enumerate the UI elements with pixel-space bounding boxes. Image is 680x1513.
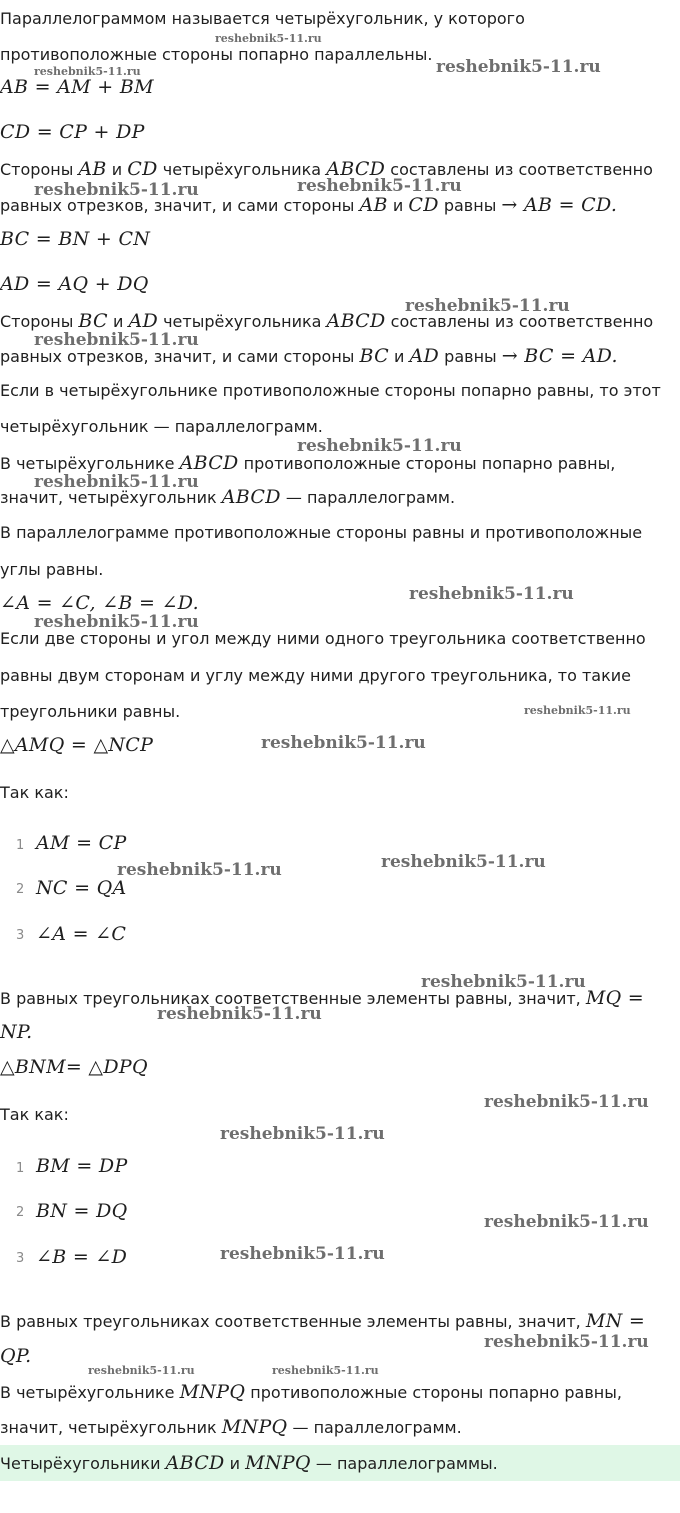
watermark: reshebnik5-11.ru — [261, 733, 426, 753]
sas-line-1: Если две стороны и угол между ними одного треугольника соответственно — [0, 629, 646, 648]
watermark: reshebnik5-11.ru — [297, 436, 462, 456]
watermark: reshebnik5-11.ru — [297, 176, 462, 196]
final-answer: Четырёхугольники ABCD и MNPQ — параллелограммы. — [0, 1452, 498, 1474]
definition-line-2: противоположные стороны попарно параллельны. — [0, 45, 433, 64]
watermark: reshebnik5-11.ru — [436, 57, 601, 77]
list-number: 2 — [16, 882, 25, 897]
sas-line-3: треугольники равны. — [0, 702, 181, 721]
equation-ad: AD = AQ + DQ — [0, 273, 149, 295]
watermark: reshebnik5-11.ru — [484, 1332, 649, 1352]
list-item: ∠A = ∠C — [36, 923, 127, 945]
list-number: 1 — [16, 1161, 25, 1176]
list-item: ∠B = ∠D — [36, 1246, 128, 1268]
list-number: 3 — [16, 1251, 25, 1266]
watermark: reshebnik5-11.ru — [34, 180, 199, 200]
watermark: reshebnik5-11.ru — [220, 1244, 385, 1264]
watermark: reshebnik5-11.ru — [117, 860, 282, 880]
watermark: reshebnik5-11.ru — [157, 1004, 322, 1024]
conclusion-abcd-line-1: В четырёхугольнике ABCD противоположные стороны попарно равны, — [0, 452, 616, 474]
watermark: reshebnik5-11.ru — [272, 1364, 379, 1377]
equation-ab: AB = AM + BM — [0, 76, 154, 98]
equal-elements-2-line-1: В равных треугольниках соответственные элементы равны, значит, MN = — [0, 1310, 646, 1332]
conclusion-mnpq-line-2: значит, четырёхугольник MNPQ — параллелограмм. — [0, 1416, 462, 1438]
watermark: reshebnik5-11.ru — [34, 472, 199, 492]
equation-triangles-1: △AMQ = △NCP — [0, 734, 154, 756]
since-label-1: Так как: — [0, 783, 69, 802]
since-label-2: Так как: — [0, 1105, 69, 1124]
watermark: reshebnik5-11.ru — [409, 584, 574, 604]
theorem-line-2: четырёхугольник — параллелограмм. — [0, 417, 323, 436]
equation-bc: BC = BN + CN — [0, 228, 151, 250]
sides-ab-cd-line-1: Стороны AB и CD четырёхугольника ABCD составлены из соответственно — [0, 158, 653, 180]
watermark: reshebnik5-11.ru — [34, 65, 141, 78]
list-number: 1 — [16, 838, 25, 853]
equation-triangles-2: △BNM= △DPQ — [0, 1056, 148, 1078]
property-line-1: В параллелограмме противоположные стороны равны и противоположные — [0, 523, 643, 542]
sides-bc-ad-line-1: Стороны BC и AD четырёхугольника ABCD составлены из соответственно — [0, 310, 654, 332]
watermark: reshebnik5-11.ru — [34, 612, 199, 632]
list-number: 2 — [16, 1205, 25, 1220]
watermark: reshebnik5-11.ru — [484, 1092, 649, 1112]
sides-ab-cd-line-2: равных отрезков, значит, и сами стороны AB и CD равны → AB = CD. — [0, 194, 618, 216]
list-item: BM = DP — [36, 1155, 128, 1177]
list-item: BN = DQ — [36, 1200, 128, 1222]
watermark: reshebnik5-11.ru — [381, 852, 546, 872]
watermark: reshebnik5-11.ru — [405, 296, 570, 316]
watermark: reshebnik5-11.ru — [524, 704, 631, 717]
conclusion-abcd-line-2: значит, четырёхугольник ABCD — параллелограмм. — [0, 486, 456, 508]
watermark: reshebnik5-11.ru — [215, 32, 322, 45]
theorem-line-1: Если в четырёхугольнике противоположные стороны попарно равны, то этот — [0, 381, 661, 400]
watermark: reshebnik5-11.ru — [34, 330, 199, 350]
equal-elements-2-line-2: QP. — [0, 1345, 32, 1367]
definition-line-1: Параллелограммом называется четырёхугольник, у которого — [0, 9, 525, 28]
conclusion-mnpq-line-1: В четырёхугольнике MNPQ противоположные стороны попарно равны, — [0, 1381, 622, 1403]
sides-bc-ad-line-2: равных отрезков, значит, и сами стороны BC и AD равны → BC = AD. — [0, 345, 618, 367]
sas-line-2: равны двум сторонам и углу между ними другого треугольника, то такие — [0, 666, 631, 685]
equation-angles: ∠A = ∠C, ∠B = ∠D. — [0, 592, 199, 614]
watermark: reshebnik5-11.ru — [484, 1212, 649, 1232]
watermark: reshebnik5-11.ru — [88, 1364, 195, 1377]
equation-cd: CD = CP + DP — [0, 121, 145, 143]
watermark: reshebnik5-11.ru — [220, 1124, 385, 1144]
property-line-2: углы равны. — [0, 560, 104, 579]
equal-elements-line-2: NP. — [0, 1021, 33, 1043]
list-item: NC = QA — [36, 877, 127, 899]
equal-elements-line-1: В равных треугольниках соответственные элементы равны, значит, MQ = — [0, 987, 645, 1009]
list-number: 3 — [16, 928, 25, 943]
watermark: reshebnik5-11.ru — [421, 972, 586, 992]
list-item: AM = CP — [36, 832, 127, 854]
